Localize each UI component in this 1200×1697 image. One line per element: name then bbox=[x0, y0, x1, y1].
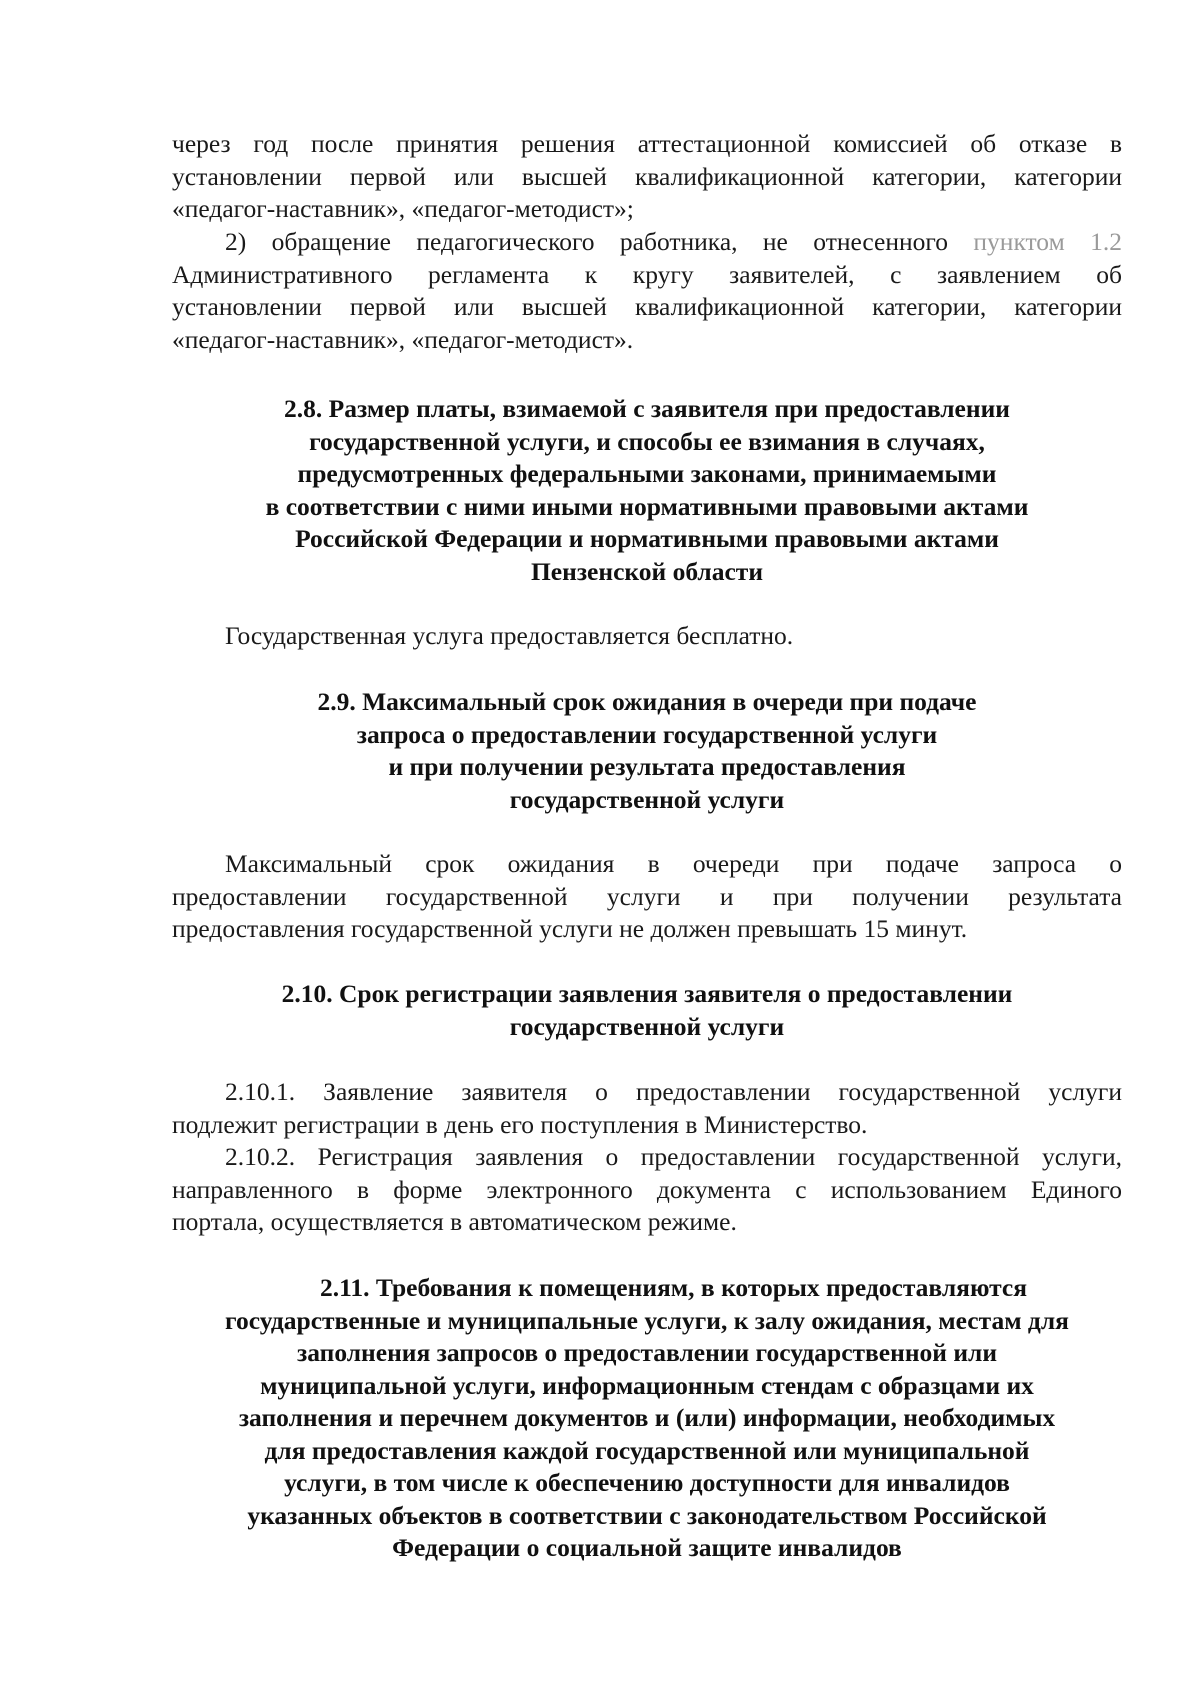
section-body-2-8 bbox=[172, 620, 1122, 653]
text-line: установлении первой или высшей квалификационной категории, категории bbox=[172, 292, 1122, 321]
text-line: Максимальный срок ожидания в очереди при подаче запроса о bbox=[225, 849, 1122, 878]
heading-line: и при получении результата предоставления bbox=[388, 752, 906, 781]
item-2-paragraph bbox=[172, 226, 1122, 356]
heading-line: 2.9. Максимальный срок ожидания в очереди при подаче bbox=[317, 687, 977, 716]
heading-line: Российской Федерации и нормативными правовыми актами bbox=[295, 524, 999, 553]
heading-line: государственные и муниципальные услуги, к залу ожидания, местам для bbox=[225, 1305, 1069, 1335]
heading-line: государственной услуги, и способы ее взимания в случаях, bbox=[309, 426, 985, 456]
heading-line: в соответствии с ними иными нормативными правовыми актами bbox=[265, 491, 1029, 521]
heading-line: предусмотренных федеральными законами, принимаемыми bbox=[297, 459, 997, 488]
section-body-2-10-2 bbox=[172, 1141, 1122, 1239]
heading-line: 2.8. Размер платы, взимаемой с заявителя при предоставлении bbox=[284, 394, 1010, 423]
heading-line: муниципальной услуги, информационным стендам с образцами их bbox=[260, 1370, 1034, 1400]
section-heading-2-8 bbox=[172, 393, 1122, 588]
heading-line: заполнения и перечнем документов и (или) информации, необходимых bbox=[238, 1403, 1056, 1432]
heading-line: государственной услуги bbox=[509, 784, 785, 814]
heading-line: Федерации о социальной защите инвалидов bbox=[392, 1533, 902, 1562]
heading-line: услуги, в том числе к обеспечению доступности для инвалидов bbox=[284, 1468, 1010, 1497]
heading-line: заполнения запросов о предоставлении государственной или bbox=[296, 1338, 998, 1367]
text-line: 2.10.2. Регистрация заявления о предоставлении государственной услуги, bbox=[225, 1142, 1122, 1171]
heading-line: 2.10. Срок регистрации заявления заявителя о предоставлении bbox=[281, 979, 1013, 1008]
text-line: Государственная услуга предоставляется бесплатно. bbox=[225, 621, 794, 650]
text-line: направленного в форме электронного документа с использованием Единого bbox=[172, 1174, 1122, 1204]
text-line bbox=[172, 226, 1122, 259]
section-heading-2-9 bbox=[172, 686, 1122, 816]
text-line: через год после принятия решения аттестационной комиссией об отказе в bbox=[172, 129, 1122, 158]
section-body-2-10-1 bbox=[172, 1076, 1122, 1141]
heading-line: государственной услуги bbox=[509, 1011, 785, 1041]
continuation-paragraph bbox=[172, 128, 1122, 226]
text-line: портала, осуществляется в автоматическом режиме. bbox=[172, 1207, 737, 1236]
heading-line: запроса о предоставлении государственной услуги bbox=[356, 719, 938, 749]
text-line: 2.10.1. Заявление заявителя о предоставлении государственной услуги bbox=[225, 1077, 1122, 1106]
heading-line: указанных объектов в соответствии с законодательством Российской bbox=[247, 1500, 1047, 1530]
text-line: «педагог-наставник», «педагог-методист»; bbox=[172, 194, 634, 223]
text-line: предоставления государственной услуги не должен превышать 15 минут. bbox=[172, 914, 968, 943]
heading-line: Пензенской области bbox=[530, 556, 764, 586]
heading-line: 2.11. Требования к помещениям, в которых предоставляются bbox=[319, 1273, 1028, 1302]
heading-line: для предоставления каждой государственной или муниципальной bbox=[264, 1435, 1030, 1465]
text-line: «педагог-наставник», «педагог-методист». bbox=[172, 324, 634, 354]
section-heading-2-11 bbox=[172, 1272, 1122, 1565]
section-heading-2-10 bbox=[172, 978, 1122, 1043]
faded-reference: пунктом 1.2 bbox=[973, 227, 1122, 256]
text-line: установлении первой или высшей квалификационной категории, категории bbox=[172, 161, 1122, 191]
text-fragment: 2) обращение педагогического работника, не отнесенного bbox=[225, 227, 948, 256]
text-line: предоставлении государственной услуги и при получении результата bbox=[172, 881, 1122, 911]
text-line: подлежит регистрации в день его поступления в Министерство. bbox=[172, 1109, 868, 1139]
text-line: Административного регламента к кругу заявителей, с заявлением об bbox=[172, 259, 1122, 289]
section-body-2-9 bbox=[172, 848, 1122, 946]
